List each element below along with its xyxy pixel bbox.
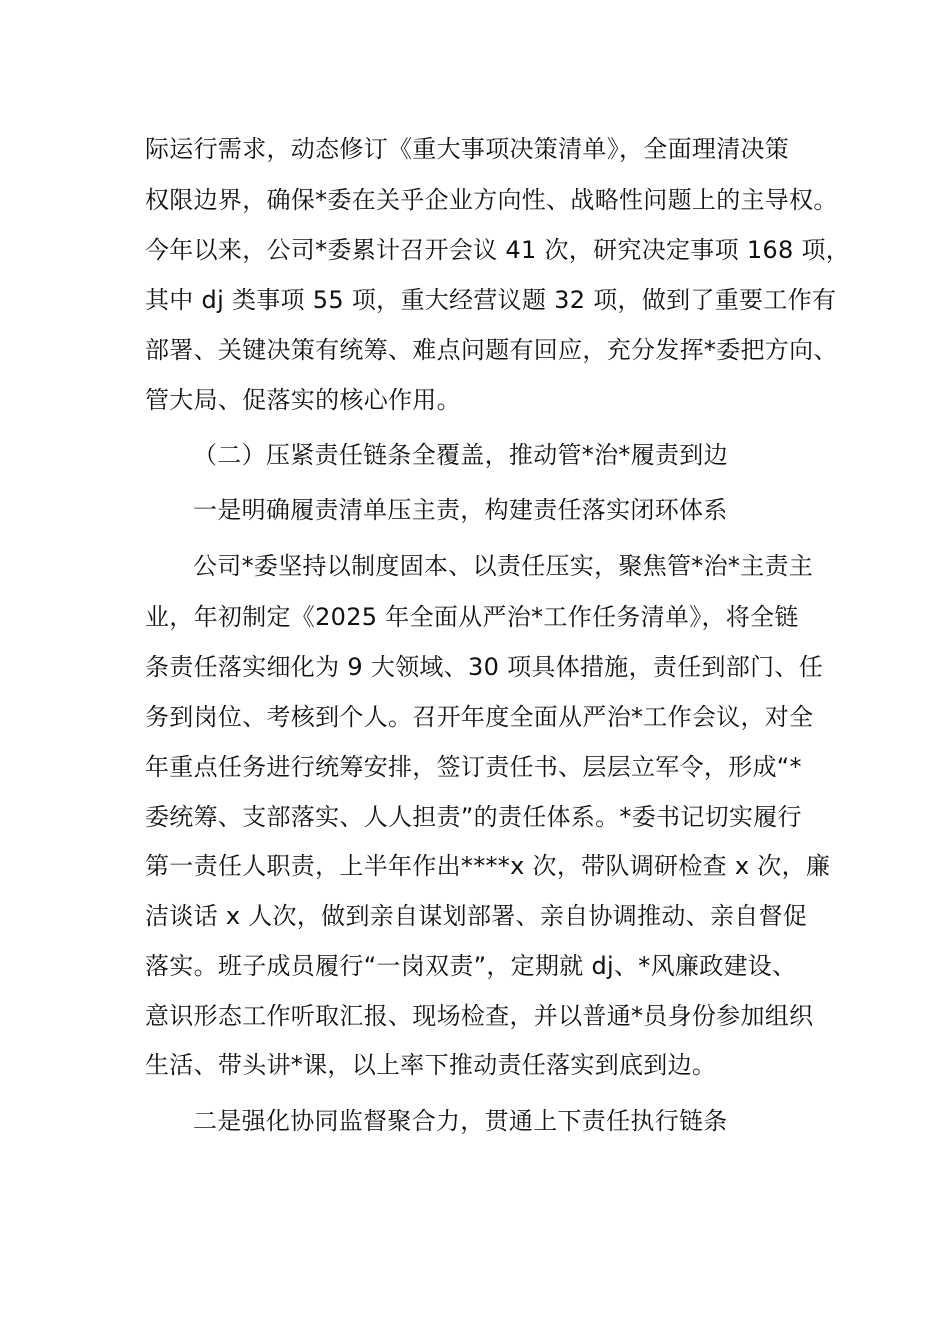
- body-text-line: 生活、带头讲*课，以上率下推动责任落实到底到边。: [145, 1051, 717, 1079]
- body-text-line: 委统筹、支部落实、人人担责”的责任体系。*委书记切实履行: [145, 803, 802, 831]
- body-text-line: 洁谈话 x 人次，做到亲自谋划部署、亲自协调推动、亲自督促: [145, 902, 808, 930]
- body-text-line: 条责任落实细化为 9 大领域、30 项具体措施，责任到部门、任: [145, 653, 823, 681]
- body-text-line: 其中 dj 类事项 55 项，重大经营议题 32 项，做到了重要工作有: [145, 286, 837, 314]
- body-text-line: 管大局、促落实的核心作用。: [145, 386, 461, 414]
- body-text-line: 第一责任人职责，上半年作出****x 次，带队调研检查 x 次，廉: [145, 852, 831, 880]
- body-text-line: 落实。班子成员履行“一岗双责”，定期就 dj、*风廉政建设、: [145, 952, 797, 980]
- body-text-line: 今年以来，公司*委累计召开会议 41 次，研究决定事项 168 项，: [145, 236, 851, 264]
- section-heading: （二）压紧责任链条全覆盖，推动管*治*履责到边: [193, 441, 728, 469]
- subsection-heading: 二是强化协同监督聚合力，贯通上下责任执行链条: [193, 1107, 728, 1135]
- body-text-line: 务到岗位、考核到个人。召开年度全面从严治*工作会议，对全: [145, 703, 814, 731]
- body-text-line: 年重点任务进行统筹安排，签订责任书、层层立军令，形成“*: [145, 753, 802, 781]
- body-text-line: 公司*委坚持以制度固本、以责任压实，聚焦管*治*主责主: [193, 552, 814, 580]
- body-text-line: 部署、关键决策有统筹、难点问题有回应，充分发挥*委把方向、: [145, 336, 838, 364]
- subsection-heading: 一是明确履责清单压主责，构建责任落实闭环体系: [193, 496, 728, 524]
- body-text-line: 业，年初制定《2025 年全面从严治*工作任务清单》，将全链: [145, 603, 799, 631]
- body-text-line: 际运行需求，动态修订《重大事项决策清单》，全面理清决策: [145, 135, 790, 163]
- body-text-line: 意识形态工作听取汇报、现场检查，并以普通*员身份参加组织: [145, 1002, 814, 1030]
- body-text-line: 权限边界，确保*委在关乎企业方向性、战略性问题上的主导权。: [145, 186, 838, 214]
